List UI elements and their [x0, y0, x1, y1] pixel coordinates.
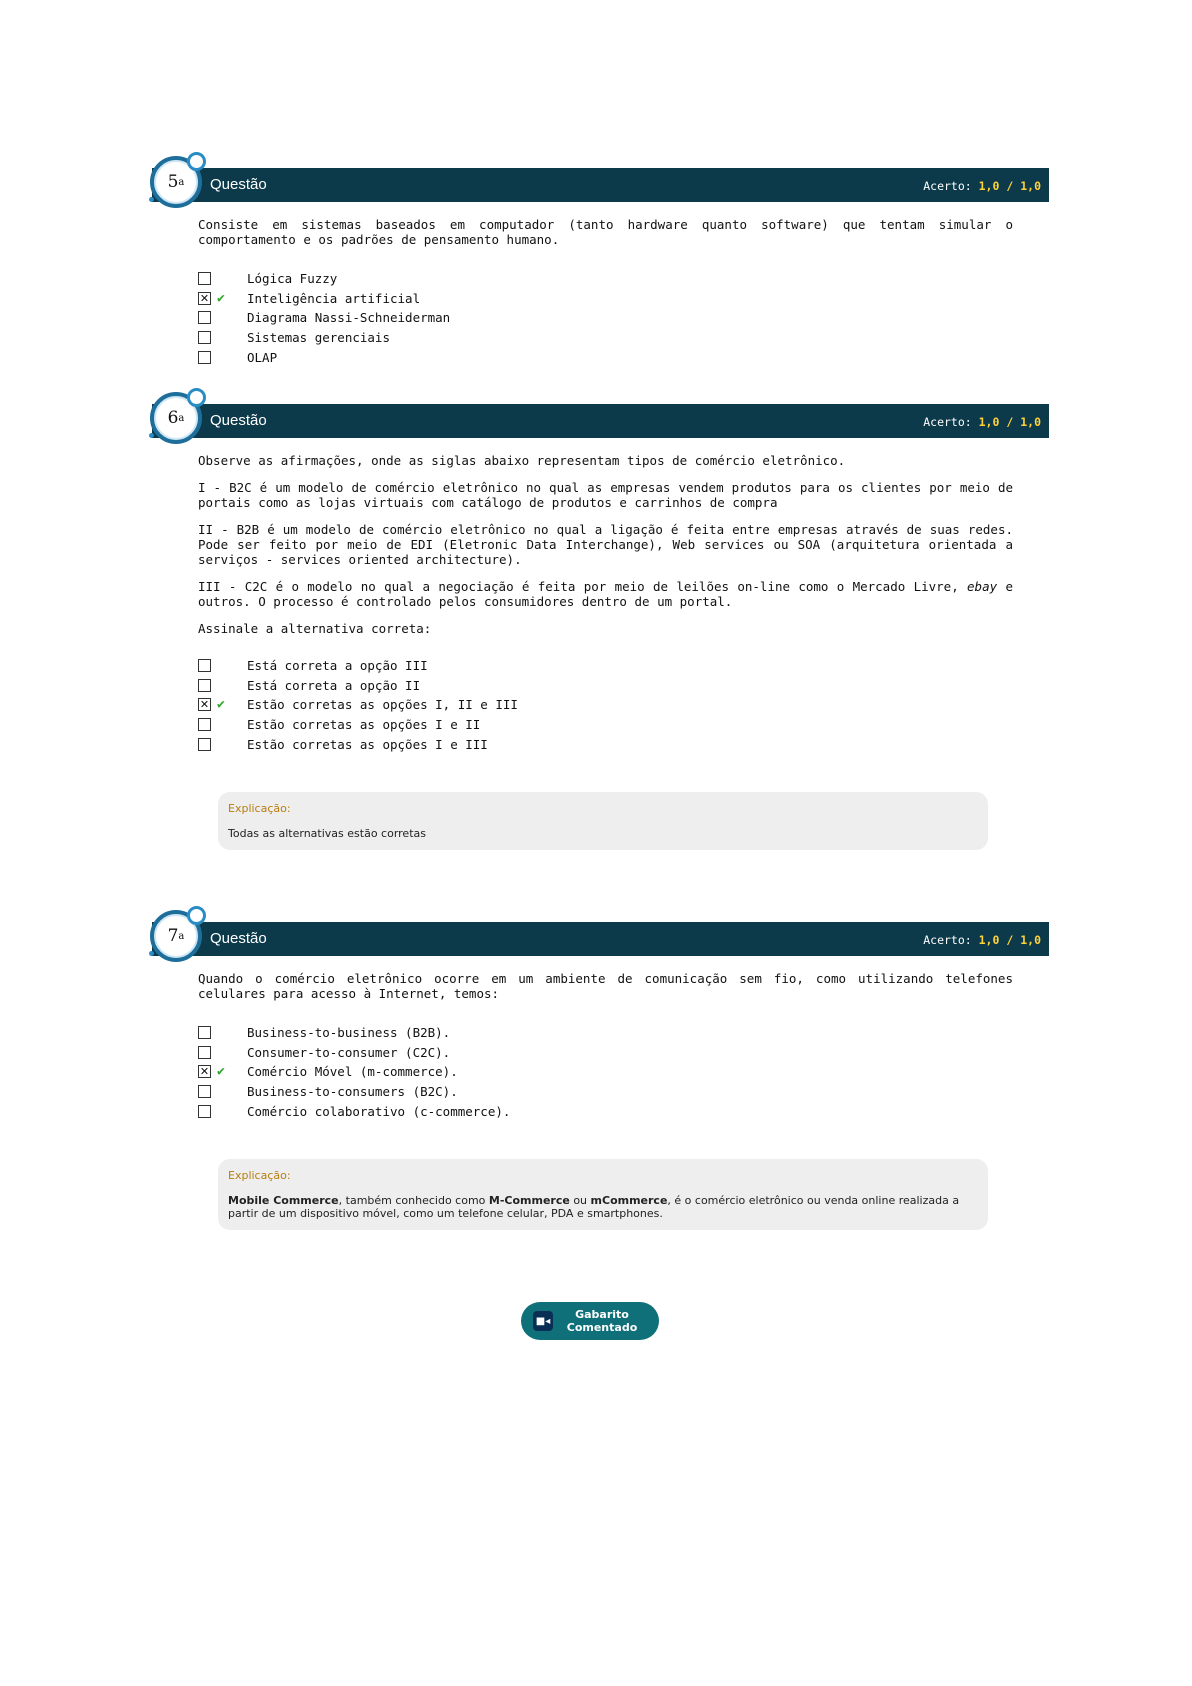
correct-check-icon: ✔ [217, 1064, 225, 1080]
option-checkbox-checked[interactable]: ✕ [199, 1065, 210, 1079]
explanation-text: Todas as alternativas estão corretas [228, 826, 426, 840]
option-item[interactable] [198, 308, 1013, 328]
question-number-badge: 6 a [150, 392, 202, 444]
option-label: Está correta a opção III [247, 658, 428, 674]
gabarito-label: Gabarito Comentado [566, 1308, 638, 1334]
question-body [152, 438, 1049, 754]
gabarito-comentado-button[interactable] [521, 1302, 659, 1340]
badge-dot-icon [149, 197, 154, 202]
question-title: Questão [210, 930, 267, 947]
question-text: Observe as afirmações, onde as siglas abaixo representam tipos de comércio eletrônico. [198, 453, 846, 468]
option-label: Está correta a opção II [247, 677, 421, 693]
question-6 [152, 404, 1049, 850]
option-checkbox[interactable] [198, 679, 211, 692]
option-item[interactable] [198, 676, 1013, 696]
option-item[interactable] [198, 269, 1013, 289]
option-checkbox[interactable] [198, 1026, 211, 1039]
option-label: Business-to-consumers (B2C). [247, 1084, 458, 1100]
option-item[interactable] [198, 347, 1013, 367]
option-label: Inteligência artificial [247, 290, 421, 306]
option-item[interactable] [198, 1101, 1013, 1121]
statement-iii: III - C2C é o modelo no qual a negociação é feita por meio de leilões on-line como o Mercado Livre, ebay e outros. O processo é controlado pelos consumidores dentro de um portal. [198, 579, 1013, 609]
option-item[interactable] [198, 1043, 1013, 1063]
option-item[interactable] [198, 734, 1013, 754]
option-label: Sistemas gerenciais [247, 330, 390, 346]
question-instruction: Assinale a alternativa correta: [198, 621, 432, 636]
option-checkbox[interactable] [198, 718, 211, 731]
question-text: Consiste em sistemas baseados em computador (tanto hardware quanto software) que tentam simular o comportamento e os padrões de pensamento humano. [198, 217, 1013, 247]
badge-dot-icon [149, 433, 154, 438]
question-body [152, 956, 1049, 1121]
option-item[interactable] [198, 289, 1013, 309]
option-item[interactable] [198, 1062, 1013, 1082]
explanation-box [218, 1159, 988, 1230]
option-item[interactable] [198, 715, 1013, 735]
option-checkbox[interactable] [198, 738, 211, 751]
explanation-label: Explicação: [228, 801, 291, 815]
question-header [152, 922, 1049, 956]
ebay-italic: ebay [967, 579, 998, 594]
question-header [152, 404, 1049, 438]
option-checkbox[interactable] [198, 1085, 211, 1098]
option-checkbox[interactable] [198, 272, 211, 285]
question-score: Acerto: 1,0 / 1,0 [923, 415, 1041, 429]
question-5 [152, 168, 1049, 367]
statement-i: I - B2C é um modelo de comércio eletrônico no qual as empresas vendem produtos para os clientes por meio de portais como as lojas virtuais com catálogo de produtos e carrinhos de compra [198, 480, 1013, 510]
option-label: Estão corretas as opções I e II [247, 717, 481, 733]
option-item[interactable] [198, 1082, 1013, 1102]
question-score: Acerto: 1,0 / 1,0 [923, 933, 1041, 947]
question-number-badge: 5 a [150, 156, 202, 208]
option-item[interactable] [198, 328, 1013, 348]
option-checkbox[interactable] [198, 659, 211, 672]
option-label: Business-to-business (B2B). [247, 1025, 451, 1041]
option-item[interactable] [198, 1023, 1013, 1043]
explanation-text: Mobile Commerce, também conhecido como M-Commerce ou mCommerce, é o comércio eletrônico ou venda online realizada a partir de um dispositivo móvel, como um telefone celular, PDA e smartphones. [228, 1193, 960, 1220]
option-label: Consumer-to-consumer (C2C). [247, 1044, 451, 1060]
question-text: Quando o comércio eletrônico ocorre em um ambiente de comunicação sem fio, como utilizando telefones celulares para acesso à Internet, temos: [198, 971, 1013, 1001]
option-label: Comércio colaborativo (c-commerce). [247, 1103, 511, 1119]
badge-bubble-icon [187, 152, 206, 171]
badge-dot-icon [149, 951, 154, 956]
option-checkbox-checked[interactable]: ✕ [199, 291, 210, 305]
option-item[interactable] [198, 695, 1013, 715]
option-checkbox[interactable] [198, 1046, 211, 1059]
question-title: Questão [210, 176, 267, 193]
option-item[interactable] [198, 656, 1013, 676]
option-label: Diagrama Nassi-Schneiderman [247, 310, 451, 326]
badge-bubble-icon [187, 388, 206, 407]
statement-ii: II - B2B é um modelo de comércio eletrônico no qual a ligação é feita entre empresas através de suas redes. Pode ser feito por meio de EDI (Eletronic Data Interchange), Web services ou SOA (arquitetura orientada a serviços - services oriented architecture). [198, 522, 1013, 567]
question-body [152, 202, 1049, 367]
option-checkbox[interactable] [198, 351, 211, 364]
badge-bubble-icon [187, 906, 206, 925]
option-label: Estão corretas as opções I e III [247, 736, 488, 752]
option-label: Comércio Móvel (m-commerce). [247, 1064, 458, 1080]
option-checkbox[interactable] [198, 331, 211, 344]
question-number-badge: 7 a [150, 910, 202, 962]
explanation-label: Explicação: [228, 1168, 291, 1182]
option-checkbox[interactable] [198, 1105, 211, 1118]
option-label: Lógica Fuzzy [247, 271, 338, 287]
question-header [152, 168, 1049, 202]
correct-check-icon: ✔ [217, 290, 225, 306]
option-label: OLAP [247, 349, 278, 365]
question-score: Acerto: 1,0 / 1,0 [923, 179, 1041, 193]
option-checkbox[interactable] [198, 311, 211, 324]
options-list [198, 1023, 1013, 1121]
video-icon: ■◂ [533, 1311, 553, 1331]
explanation-box [218, 792, 988, 850]
question-title: Questão [210, 412, 267, 429]
option-checkbox-checked[interactable]: ✕ [199, 698, 210, 712]
options-list [198, 656, 1013, 754]
options-list [198, 269, 1013, 367]
question-7 [152, 922, 1049, 1230]
option-label: Estão corretas as opções I, II e III [247, 697, 518, 713]
correct-check-icon: ✔ [217, 697, 225, 713]
